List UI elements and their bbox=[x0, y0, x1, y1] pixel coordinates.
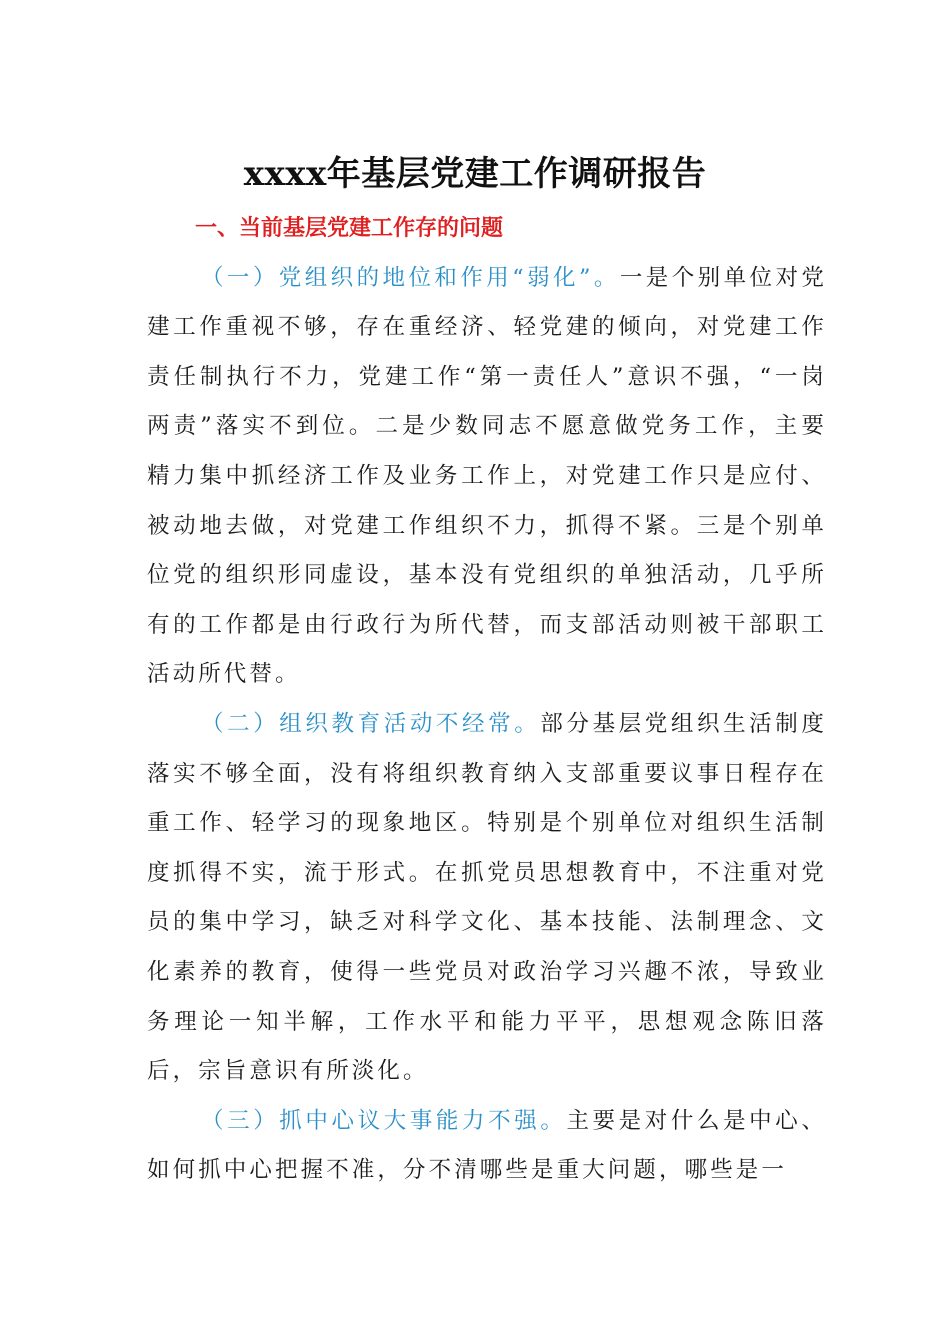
paragraph-2-subheading: （二）组织教育活动不经常。 bbox=[201, 710, 541, 737]
paragraph-1-text: 一是个别单位对党建工作重视不够，存在重经济、轻党建的倾向，对党建工作责任制执行不力，党建工作“第一责任人”意识不强，“一岗两责”落实不到位。二是少数同志不愿意做党务工作，主要精力集中抓经济工作及业务工作上，对党建工作只是应付、被动地去做，对党建工作组织不力，抓得不紧。三是个别单位党的组织形同虚设，基本没有党组织的单独活动，几乎所有的工作都是由行政行为所代替，而支部活动则被干部职工活动所代替。 bbox=[147, 264, 827, 688]
paragraph-2-text: 部分基层党组织生活制度落实不够全面，没有将组织教育纳入支部重要议事日程存在重工作、轻学习的现象地区。特别是个别单位对组织生活制度抓得不实，流于形式。在抓党员思想教育中，不注重对党员的集中学习，缺乏对科学文化、基本技能、法制理念、文化素养的教育，使得一些党员对政治学习兴趣不浓，导致业务理论一知半解，工作水平和能力平平，思想观念陈旧落后，宗旨意识有所淡化。 bbox=[147, 710, 827, 1085]
document-body bbox=[147, 204, 827, 1196]
paragraph-1 bbox=[147, 254, 827, 700]
paragraph-3 bbox=[147, 1097, 827, 1196]
paragraph-2 bbox=[147, 700, 827, 1097]
document-title: xxxx年基层党建工作调研报告 bbox=[243, 154, 707, 194]
section-heading: 一、当前基层党建工作存的问题 bbox=[195, 216, 504, 241]
paragraph-3-text: 主要是对什么是中心、如何抓中心把握不准，分不清哪些是重大问题，哪些是一 bbox=[147, 1107, 827, 1184]
paragraph-3-subheading: （三）抓中心议大事能力不强。 bbox=[201, 1107, 567, 1134]
paragraph-1-subheading: （一）党组织的地位和作用“弱化”。 bbox=[201, 264, 620, 291]
